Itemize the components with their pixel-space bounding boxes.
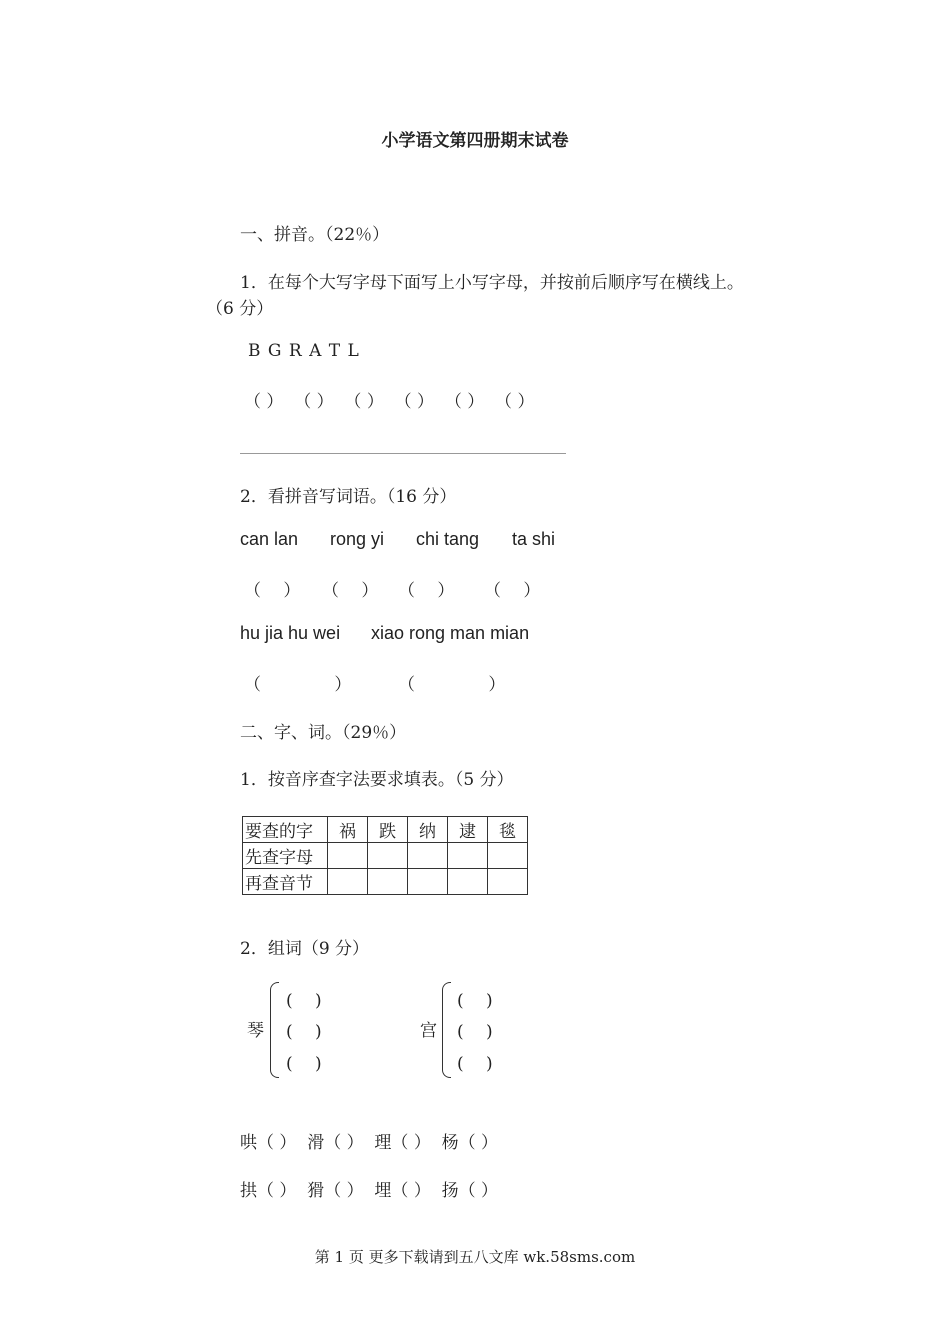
table-cell: 再查音节 bbox=[243, 869, 328, 895]
question-4-text: 2．组词（9 分） bbox=[240, 939, 370, 959]
brace-icon bbox=[442, 982, 451, 1078]
answer-blank: ( ) bbox=[457, 1054, 493, 1074]
table-cell: 跌 bbox=[368, 817, 408, 843]
pinyin-item: chi tang bbox=[416, 529, 480, 549]
group-character: 宫 bbox=[420, 1021, 437, 1041]
page-title: 小学语文第四册期末试卷 bbox=[381, 131, 569, 151]
answer-blank: （ ） bbox=[244, 581, 301, 601]
section1-heading: 一、拼音。（22％） bbox=[240, 225, 390, 245]
table-row bbox=[243, 843, 528, 869]
answer-cell[interactable] bbox=[368, 869, 408, 895]
pinyin-item: hu jia hu wei bbox=[240, 623, 341, 643]
table-cell: 逮 bbox=[448, 817, 488, 843]
table-cell: 祸 bbox=[328, 817, 368, 843]
question-1-score: （6 分） bbox=[206, 299, 274, 319]
question-2-text: 2．看拼音写词语。（16 分） bbox=[240, 487, 457, 507]
answer-blank: （ ） bbox=[398, 675, 506, 695]
answer-blank: ( ) bbox=[457, 1022, 493, 1042]
section2-heading: 二、字、词。（29％） bbox=[240, 723, 407, 743]
answer-blank: ( ) bbox=[286, 1022, 322, 1042]
pinyin-item: can lan bbox=[240, 529, 299, 549]
brace-icon bbox=[270, 982, 279, 1078]
answer-line bbox=[240, 453, 566, 454]
answer-blank: （ ） bbox=[322, 581, 379, 601]
answer-cell[interactable] bbox=[408, 843, 448, 869]
question-1-text: 1．在每个大写字母下面写上小写字母，并按前后顺序写在横线上。 bbox=[240, 273, 744, 293]
pinyin-item: rong yi bbox=[330, 529, 385, 549]
answer-blank: ( ) bbox=[457, 991, 493, 1011]
answer-cell[interactable] bbox=[368, 843, 408, 869]
table-cell: 毯 bbox=[488, 817, 528, 843]
character-pairs-row: 拱（ ） 猾（ ） 埋（ ） 扬（ ） bbox=[240, 1181, 499, 1201]
pinyin-item: xiao rong man mian bbox=[371, 623, 530, 643]
group-character: 琴 bbox=[247, 1021, 264, 1041]
question-3-text: 1．按音序查字法要求填表。（5 分） bbox=[240, 770, 514, 790]
character-pairs-row: 哄（ ） 滑（ ） 理（ ） 杨（ ） bbox=[240, 1133, 499, 1153]
table-cell: 要查的字 bbox=[243, 817, 328, 843]
answer-cell[interactable] bbox=[328, 869, 368, 895]
lookup-table bbox=[242, 816, 528, 895]
answer-blank: （ ） bbox=[398, 581, 455, 601]
answer-cell[interactable] bbox=[408, 869, 448, 895]
table-cell: 先查字母 bbox=[243, 843, 328, 869]
pinyin-item: ta shi bbox=[512, 529, 556, 549]
answer-blank: （ ） bbox=[484, 581, 541, 601]
page-footer: 第 1 页 更多下载请到五八文库 wk.58sms.com bbox=[314, 1248, 636, 1266]
answer-cell[interactable] bbox=[448, 869, 488, 895]
answer-cell[interactable] bbox=[328, 843, 368, 869]
answer-blank: （ ） bbox=[244, 675, 352, 695]
table-row bbox=[243, 869, 528, 895]
uppercase-letters: B G R A T L bbox=[248, 341, 360, 361]
answer-blank: ( ) bbox=[286, 991, 322, 1011]
answer-cell[interactable] bbox=[488, 843, 528, 869]
letter-answer-blanks: （ ） （ ） （ ） （ ） （ ） （ ） bbox=[244, 392, 535, 412]
answer-cell[interactable] bbox=[448, 843, 488, 869]
answer-cell[interactable] bbox=[488, 869, 528, 895]
table-row bbox=[243, 817, 528, 843]
answer-blank: ( ) bbox=[286, 1054, 322, 1074]
table-cell: 纳 bbox=[408, 817, 448, 843]
